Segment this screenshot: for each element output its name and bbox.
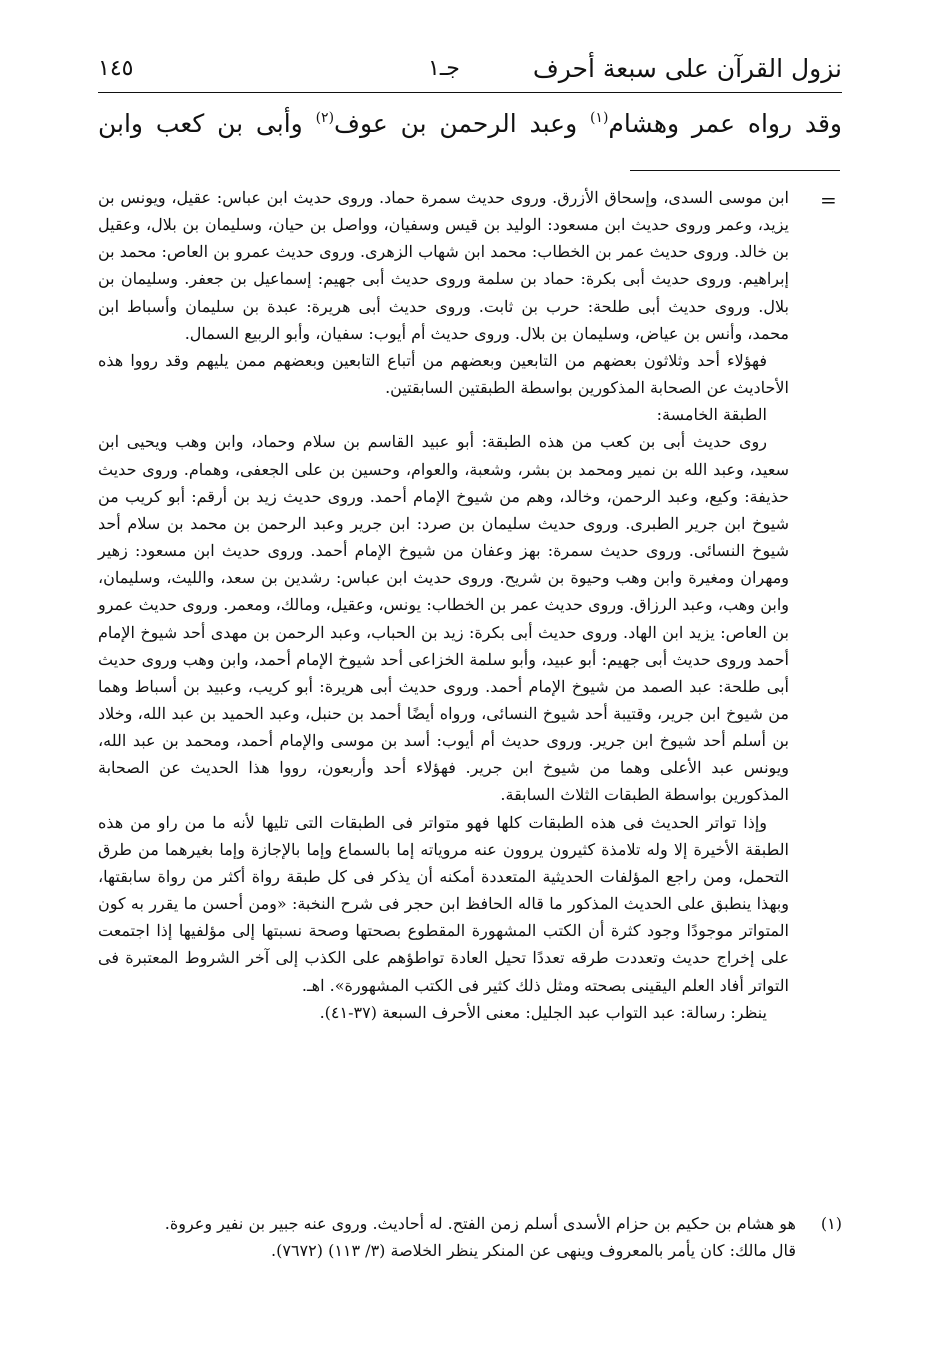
note-paragraph: ابن موسى السدى، وإسحاق الأزرق. وروى حديث سمرة حماد. وروى حديث ابن عباس: عقيل، ويونس بن يزيد، وعمر وروى حديث ابن مسعود: الوليد بن قيس وسفيان، وواصل بن حيان، وسليمان بن بلال، وعقيل بن خالد. وروى حديث عمر بن الخطاب: محمد ابن شهاب الزهرى. وروى حديث عمرو بن العاص: محمد بن إبراهيم. وروى حديث أبى بكرة: حماد بن سلمة وروى حديث أبى جهيم: إسماعيل بن جعفر. وسليمان بن بلال. وروى حديث أبى طلحة: حرب بن ثابت. وروى حديث أبى هريرة: عبدة بن سليمان وأسباط ابن محمد، وأنس بن عياض، وسليمان بن بلال. وروى حديث أم أيوب: سفيان، وأبو الربيع السمال. xyxy=(98,188,789,343)
footnote-continued xyxy=(98,184,789,1026)
note-paragraph: وإذا تواتر الحديث فى هذه الطبقات كلها فهو متواتر فى الطبقات التى تليها لأنه ما من راو من هذه الطبقة الأخيرة إلا وله تلامذة كثيرون يروون عنه مروياته إما بالسماع وإما بالإجازة وإما بغيرهما من طرق التحمل، ومن راجع المؤلفات الحديثية المتعددة أمكنه أن يذكر فى كل طبقة رواة أكثر من رواة سابقتها، وبهذا ينطبق على الحديث المذكور ما قاله الحافظ ابن حجر فى شرح النخبة: «ومن أحسن ما يقرر به كون المتواتر موجودًا وجود كثرة أن الكتب المشهورة المقطوع بصحتها وصحة نسبتها إلى مؤلفيها إذا اجتمعت على إخراج حديث وتعددت طرقه تعددًا تحيل العادة تواطؤهم على الكذب إلى آخر الشروط المعتبرة فى التواتر أفاد العلم اليقينى بصحته ومثل ذلك كثير فى الكتب المشهورة». اهـ. xyxy=(98,812,789,995)
section-heading: الطبقة الخامسة: xyxy=(656,405,767,425)
main-text-part: وعبد الرحمن بن عوف xyxy=(334,109,590,138)
reference-note: ينظر: رسالة: عبد التواب عبد الجليل: معنى الأحرف السبعة (٣٧-٤١). xyxy=(319,1002,767,1022)
book-title: نزول القرآن على سبعة أحرف xyxy=(532,54,842,83)
page-number: ١٤٥ xyxy=(98,56,134,81)
footnote-text xyxy=(98,1210,796,1264)
page-header xyxy=(98,50,842,93)
footnote-1 xyxy=(98,1210,842,1264)
continuation-mark: = xyxy=(820,188,837,212)
footnote-marker: (١) xyxy=(820,1214,842,1233)
footnote-ref: (٢) xyxy=(315,110,335,126)
main-text-line xyxy=(98,106,842,142)
note-paragraph: روى حديث أبى بن كعب من هذه الطبقة: أبو عبيد القاسم بن سلام وحماد، وابن وهب ويحيى ابن سعيد، وعبد الله بن نمير ومحمد بن بشر، وشعبة، والعوام، وحسين بن على الجعفى، وهمام. وروى حديث حذيفة: وكيع، وعبد الرحمن، وخالد، وهم من شيوخ الإمام أحمد. وروى حديث زيد بن أرقم: أبو كريب من شيوخ ابن جرير الطبرى. وروى حديث سليمان بن صرد: ابن جرير وعبد الرحمن بن محمد بن سلام أحد شيوخ النسائى. وروى حديث سمرة: بهز وعفان من شيوخ الإمام أحمد. وروى حديث ابن مسعود: زهير ومهران ومغيرة وابن وهب وحيوة بن شريح. وروى حديث ابن عباس: رشدين بن سعد، والليث، وسليمان، وابن وهب، وعبد الرزاق. وروى حديث عمر بن الخطاب: يونس، وعقيل، ومالك، ومعمر. وروى حديث عمرو بن العاص: يزيد ابن الهاد. وروى حديث أبى بكرة: زيد بن الحباب، وعبد الرحمن بن مهدى أحد شيوخ الإمام أحمد وروى حديث أبى جهيم: أبو عبيد، وأبو سلمة الخزاعى أحد شيوخ الإمام أحمد، وابن وهب وروى حديث أبى طلحة: عبد الصمد من شيوخ الإمام أحمد. وروى حديث أبى هريرة: أبو كريب، وعبيد بن أسباط وهما من شيوخ ابن جرير، وقتيبة أحد شيوخ النسائى، ورواه أيضًا أحمد بن حنبل، وعبد الحميد بن عبد الله، وخلاد بن أسلم أحد شيوخ ابن جرير. وروى حديث أم أيوب: أسد بن موسى والإمام أحمد، ومحمد بن عبد الله، ويونس عبد الأعلى وهما من شيوخ ابن جرير. فهؤلاء أحد وأربعون، رووا هذا الحديث عن الصحابة المذكورين بواسطة الطبقات الثلاث السابقة. xyxy=(98,432,790,805)
footnote-separator xyxy=(630,170,840,171)
footnote-line: هو هشام بن حكيم بن حزام الأسدى أسلم زمن الفتح. له أحاديث. وروى عنه جبير بن نفير وعروة. xyxy=(164,1214,796,1233)
footnote-line: قال مالك: كان يأمر بالمعروف وينهى عن المنكر ينظر الخلاصة (٣/ ١١٣) (٧٦٧٢). xyxy=(271,1241,796,1260)
volume-label: جـ١ xyxy=(428,56,460,81)
note-paragraph: فهؤلاء أحد وثلاثون بعضهم من التابعين وبعضهم من أتباع التابعين وبعضهم ممن يليهم وقد رووا هذه الأحاديث عن الصحابة المذكورين بواسطة الطبقتين السابقتين. xyxy=(98,350,789,398)
main-text-part: وقد رواه عمر وهشام xyxy=(608,109,842,138)
footnote-ref: (١) xyxy=(589,110,609,126)
main-text-part: وأبى بن كعب وابن xyxy=(98,109,316,138)
